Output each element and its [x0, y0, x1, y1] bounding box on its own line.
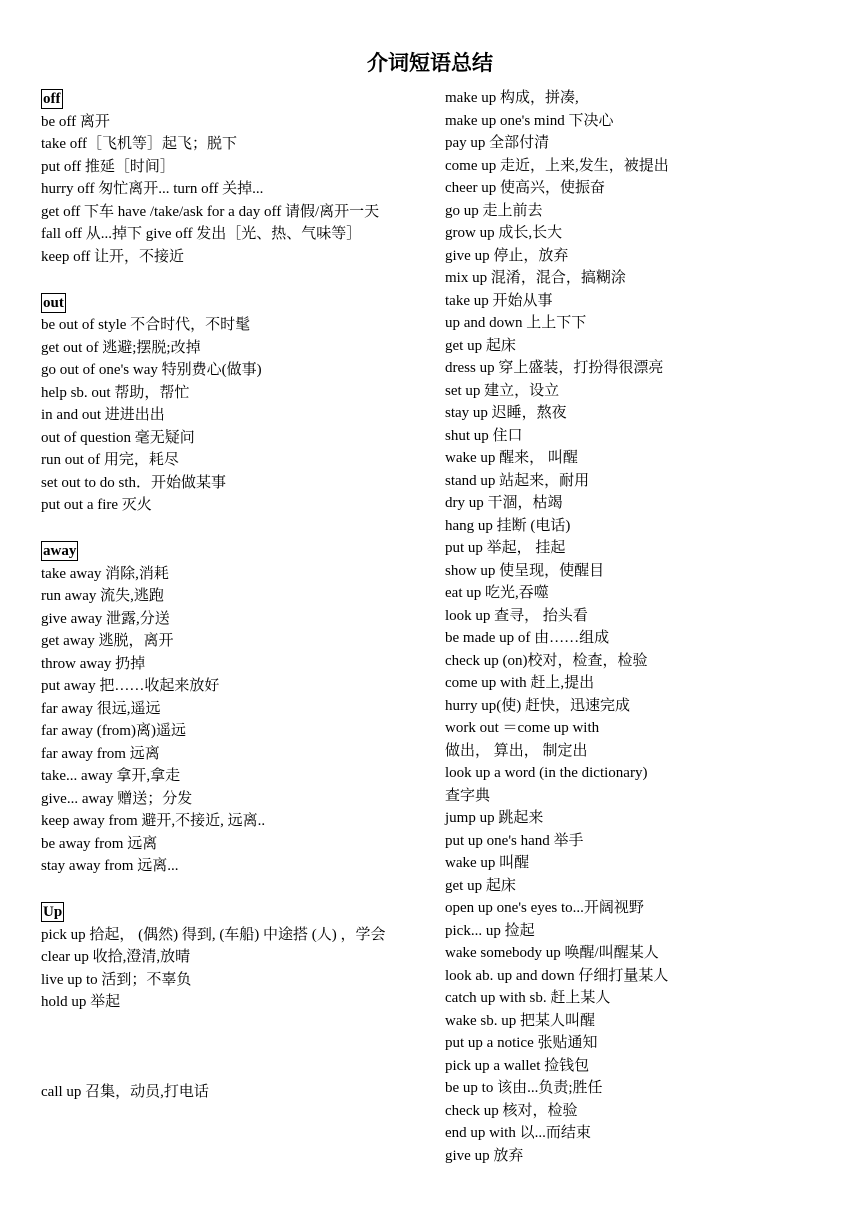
phrase-item: be away from 远离 — [41, 835, 158, 852]
phrase-item: take... away 拿开,拿走 — [41, 768, 181, 784]
section-heading-up: Up — [43, 904, 63, 920]
phrase-item: put up 举起， 挂起 — [445, 540, 566, 556]
phrase-item: clear up 收拾,澄清,放晴 — [41, 949, 191, 965]
phrase-item: come up with 赶上,提出 — [445, 675, 595, 691]
phrase-item: get off 下车 have /take/ask for a day off 请假/离开一天 — [41, 203, 380, 220]
phrase-item: be out of style 不合时代，不时髦 — [41, 317, 251, 333]
phrase-item: hang up 挂断 (电话) — [445, 517, 571, 534]
phrase-item: wake up 醒来， 叫醒 — [445, 450, 578, 466]
phrase-item: pick... up 捡起 — [445, 922, 535, 939]
phrase-item: set out to do sth．开始做某事 — [41, 474, 227, 491]
phrase-item: be made up of 由……组成 — [445, 630, 610, 646]
phrase-item: come up 走近，上来,发生，被提出 — [445, 157, 669, 174]
phrase-item: check up 核对，检验 — [445, 1102, 578, 1119]
phrase-item: put out a fire 灭火 — [41, 497, 152, 513]
phrase-item: wake somebody up 唤醒/叫醒某人 — [445, 945, 659, 961]
phrase-item: put off 推延［时间］ — [41, 158, 175, 175]
phrase-item: be off 离开 — [41, 113, 110, 130]
phrase-item: far away 很远,遥远 — [41, 700, 161, 717]
phrase-item: get out of 逃避;摆脱;改掉 — [41, 339, 201, 356]
phrase-item: dry up 干涸，枯竭 — [445, 495, 563, 511]
phrase-item: give up 停止，放弃 — [445, 247, 569, 264]
phrase-item: take away 消除,消耗 — [41, 565, 169, 582]
phrase-item: throw away 扔掉 — [41, 655, 146, 672]
spacer — [41, 268, 417, 291]
phrase-item: open up one's eyes to...开阔视野 — [445, 900, 644, 916]
phrase-item: give up 放弃 — [445, 1147, 524, 1164]
phrase-item: take up 开始从事 — [445, 292, 553, 309]
phrase-item: stay away from 远离... — [41, 858, 179, 874]
phrase-item: get up 起床 — [445, 337, 516, 354]
phrase-item: cheer up 使高兴，使振奋 — [445, 180, 605, 196]
phrase-item: help sb. out 帮助，帮忙 — [41, 384, 190, 401]
phrase-item: shut up 住口 — [445, 427, 523, 444]
phrase-item: work out ＝come up with — [445, 720, 600, 736]
section-away — [41, 539, 417, 563]
left-column — [41, 87, 417, 1103]
phrase-item: show up 使呈现，使醒目 — [445, 562, 605, 579]
phrase-item: pick up a wallet 捡钱包 — [445, 1057, 590, 1074]
phrase-item: give away 泄露,分送 — [41, 610, 170, 627]
phrase-item: go out of one's way 特别费心(做事) — [41, 362, 262, 378]
phrase-item: make up 构成，拼凑, — [445, 90, 579, 106]
spacer — [41, 517, 417, 540]
section-heading-out: out — [43, 294, 64, 311]
phrase-item: fall off 从...掉下 give off 发出［光、热、气味等］ — [41, 226, 362, 242]
phrase-item: far away from 远离 — [41, 745, 160, 762]
phrase-item: out of question 毫无疑问 — [41, 429, 195, 446]
phrase-item: look up 查寻， 抬头看 — [445, 607, 588, 624]
phrase-item: keep away from 避开,不接近, 远离.. — [41, 813, 266, 829]
phrase-item: 查字典 — [445, 787, 491, 804]
phrase-item: hold up 举起 — [41, 994, 121, 1010]
phrase-item: 做出， 算出， 制定出 — [445, 742, 588, 759]
phrase-item: wake sb. up 把某人叫醒 — [445, 1012, 595, 1029]
section-off — [41, 87, 417, 111]
section-heading-off: off — [43, 91, 61, 107]
phrase-item: make up one's mind 下决心 — [445, 112, 614, 129]
phrase-item: pick up 拾起， (偶然) 得到, (车船) 中途搭 (人) ，学会 — [41, 926, 386, 943]
phrase-item: dress up 穿上盛装，打扮得很漂亮 — [445, 360, 664, 376]
phrase-item: take off［飞机等］起飞；脱下 — [41, 136, 237, 152]
phrase-item: far away (from)离)遥远 — [41, 723, 186, 739]
phrase-item: put away 把……收起来放好 — [41, 678, 220, 694]
phrase-item: eat up 吃光,吞噬 — [445, 585, 549, 601]
phrase-item: hurry off 匆忙离开... turn off 关掉... — [41, 181, 264, 197]
phrase-item: catch up with sb. 赶上某人 — [445, 990, 611, 1006]
phrase-item: go up 走上前去 — [445, 202, 543, 219]
phrase-item: look up a word (in the dictionary) — [445, 765, 648, 781]
section-heading-away: away — [43, 543, 77, 559]
phrase-item: call up 召集，动员,打电话 — [41, 1083, 209, 1100]
phrase-item: wake up 叫醒 — [445, 855, 530, 871]
phrase-item: look ab. up and down 仔细打量某人 — [445, 967, 669, 984]
phrase-item: put up a notice 张贴通知 — [445, 1035, 598, 1051]
phrase-item: mix up 混淆，混合，搞糊涂 — [445, 270, 626, 286]
phrase-item: jump up 跳起来 — [445, 810, 544, 826]
phrase-item: set up 建立，设立 — [445, 382, 560, 399]
phrase-item: stay up 迟睡，熬夜 — [445, 405, 567, 421]
phrase-item: be up to 该由...负责;胜任 — [445, 1080, 603, 1096]
phrase-item: give... away 赠送；分发 — [41, 790, 193, 807]
phrase-item: run away 流失,逃跑 — [41, 588, 164, 604]
phrase-item: check up (on)校对，检查，检验 — [445, 652, 648, 669]
section-out — [41, 291, 417, 315]
phrase-item: get up 起床 — [445, 877, 516, 894]
phrase-item: live up to 活到；不辜负 — [41, 971, 192, 988]
phrase-item: grow up 成长,长大 — [445, 225, 563, 241]
spacer — [41, 878, 417, 901]
section-up — [41, 900, 417, 924]
phrase-item: up and down 上上下下 — [445, 315, 587, 331]
phrase-item: end up with 以...而结束 — [445, 1125, 591, 1141]
phrase-item: run out of 用完，耗尽 — [41, 452, 179, 468]
phrase-item: keep off 让开，不接近 — [41, 248, 185, 265]
phrase-item: stand up 站起来，耐用 — [445, 472, 590, 489]
phrase-item: put up one's hand 举手 — [445, 832, 584, 849]
spacer — [41, 1014, 417, 1081]
phrase-item: get away 逃脱，离开 — [41, 633, 174, 649]
right-column — [445, 87, 845, 1167]
phrase-item: pay up 全部付清 — [445, 135, 550, 151]
phrase-item: in and out 进进出出 — [41, 407, 165, 423]
page-title: 介词短语总结 — [367, 51, 493, 75]
phrase-item: hurry up(使) 赶快，迅速完成 — [445, 697, 630, 714]
